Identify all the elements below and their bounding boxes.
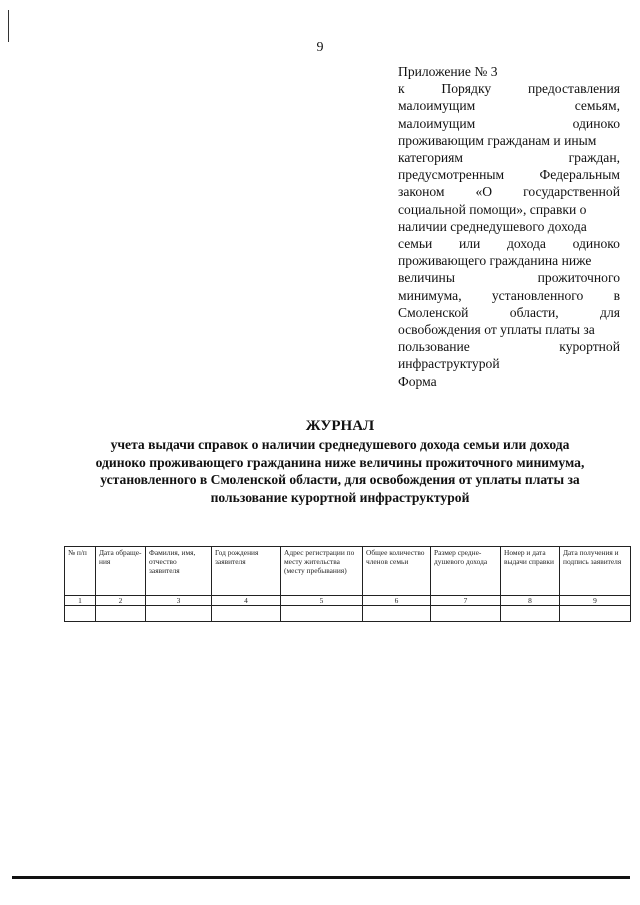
appendix-line (398, 80, 620, 97)
table-number-cell: 1 (65, 596, 96, 606)
appendix-word: семьям, (574, 98, 620, 114)
table-header-cell: Общее количество членов семьи (363, 547, 431, 596)
table-number-cell: 6 (363, 596, 431, 606)
appendix-word: курортной (559, 339, 620, 355)
appendix-block (398, 63, 620, 390)
table-number-row (65, 596, 631, 606)
appendix-word: пользование (398, 339, 470, 355)
table-empty-cell (65, 606, 96, 622)
appendix-line (398, 115, 620, 132)
table-number-cell: 2 (96, 596, 146, 606)
appendix-line (398, 183, 620, 200)
table-header-cell: Номер и дата выдачи справки (501, 547, 560, 596)
table-header-cell: Дата получения и подпись заявителя (560, 547, 631, 596)
appendix-word: установленного (491, 287, 584, 303)
table-header-cell: Адрес регистрации по месту жительства (месту пребывания) (281, 547, 363, 596)
appendix-word: социальной помощи», справки о (398, 201, 587, 217)
appendix-word: дохода (506, 236, 546, 252)
appendix-word: малоимущим (398, 115, 476, 131)
table-number-cell: 3 (146, 596, 212, 606)
journal-subtitle-line: одиноко проживающего гражданина ниже величины прожиточного минимума, (95, 454, 585, 470)
table-empty-cell (363, 606, 431, 622)
table-empty-cell (146, 606, 212, 622)
journal-title: ЖУРНАЛ (305, 418, 375, 434)
appendix-line (398, 166, 620, 183)
appendix-word: или (458, 236, 481, 252)
table-number-cell: 4 (212, 596, 281, 606)
table-number-cell: 9 (560, 596, 631, 606)
table-empty-cell (560, 606, 631, 622)
left-edge-mark (8, 10, 9, 42)
appendix-line (398, 338, 620, 355)
appendix-word: минимума, (398, 287, 462, 303)
table-empty-row (65, 606, 631, 622)
appendix-word: малоимущим (398, 98, 476, 114)
appendix-word: законом (398, 184, 445, 200)
appendix-word: области, (509, 304, 559, 320)
appendix-word: категориям (398, 150, 464, 166)
table-empty-cell (501, 606, 560, 622)
appendix-word: освобождения от уплаты платы за (398, 322, 595, 338)
table-empty-cell (212, 606, 281, 622)
appendix-line (398, 287, 620, 304)
appendix-line (398, 97, 620, 114)
appendix-word: для (600, 304, 620, 320)
appendix-line (398, 304, 620, 321)
appendix-word: предусмотренным (398, 167, 505, 183)
appendix-word: одиноко (572, 115, 620, 131)
appendix-word: граждан, (568, 150, 620, 166)
table-header-cell: Год рождения заявителя (212, 547, 281, 596)
appendix-line (398, 149, 620, 166)
bottom-scan-bar (12, 876, 630, 879)
journal-subtitle-line: учета выдачи справок о наличии среднедушевого дохода семьи или дохода (110, 437, 570, 452)
appendix-line (398, 235, 620, 252)
appendix-word: семьи (398, 236, 433, 252)
table-header-cell: Фамилия, имя, отчество заявителя (146, 547, 212, 596)
appendix-line (398, 252, 620, 269)
table-number-cell: 5 (281, 596, 363, 606)
appendix-line (398, 218, 620, 235)
appendix-word: проживающего гражданина ниже (398, 253, 592, 269)
table-header-row (65, 547, 631, 596)
appendix-word: прожиточного (537, 270, 620, 286)
table-header-cell: № п/п (65, 547, 96, 596)
table-empty-cell (281, 606, 363, 622)
table-number-cell: 8 (501, 596, 560, 606)
appendix-word: проживающим гражданам и иным (398, 132, 597, 148)
appendix-word: Смоленской (398, 304, 469, 320)
table-empty-cell (96, 606, 146, 622)
appendix-word: наличии среднедушевого дохода (398, 218, 587, 234)
appendix-word: Порядку (441, 81, 492, 97)
appendix-word: Федеральным (539, 167, 620, 183)
appendix-word: к (398, 81, 405, 97)
journal-table (64, 546, 631, 622)
appendix-word: величины (398, 270, 455, 286)
table-number-cell: 7 (431, 596, 501, 606)
appendix-line (398, 201, 620, 218)
appendix-word: одиноко (572, 236, 620, 252)
form-label: Форма (398, 373, 437, 389)
appendix-word: «О (475, 184, 493, 200)
journal-subtitle-line: установленного в Смоленской области, для освобождения от уплаты платы за (100, 472, 580, 487)
journal-subtitle-line: пользование курортной инфраструктурой (210, 489, 470, 505)
appendix-line (398, 269, 620, 286)
appendix-line (398, 321, 620, 338)
appendix-last-line: инфраструктурой (398, 356, 500, 372)
table-header-cell: Размер средне-душевого дохода (431, 547, 501, 596)
appendix-word: в (613, 287, 620, 303)
appendix-heading: Приложение № 3 (398, 64, 498, 79)
table-empty-cell (431, 606, 501, 622)
page-number: 9 (316, 40, 324, 55)
appendix-word: предоставления (527, 81, 620, 97)
appendix-line (398, 132, 620, 149)
appendix-text (398, 80, 620, 355)
appendix-word: государственной (523, 184, 620, 200)
table-header-cell: Дата обраще-ния (96, 547, 146, 596)
journal-title-block (40, 417, 640, 506)
